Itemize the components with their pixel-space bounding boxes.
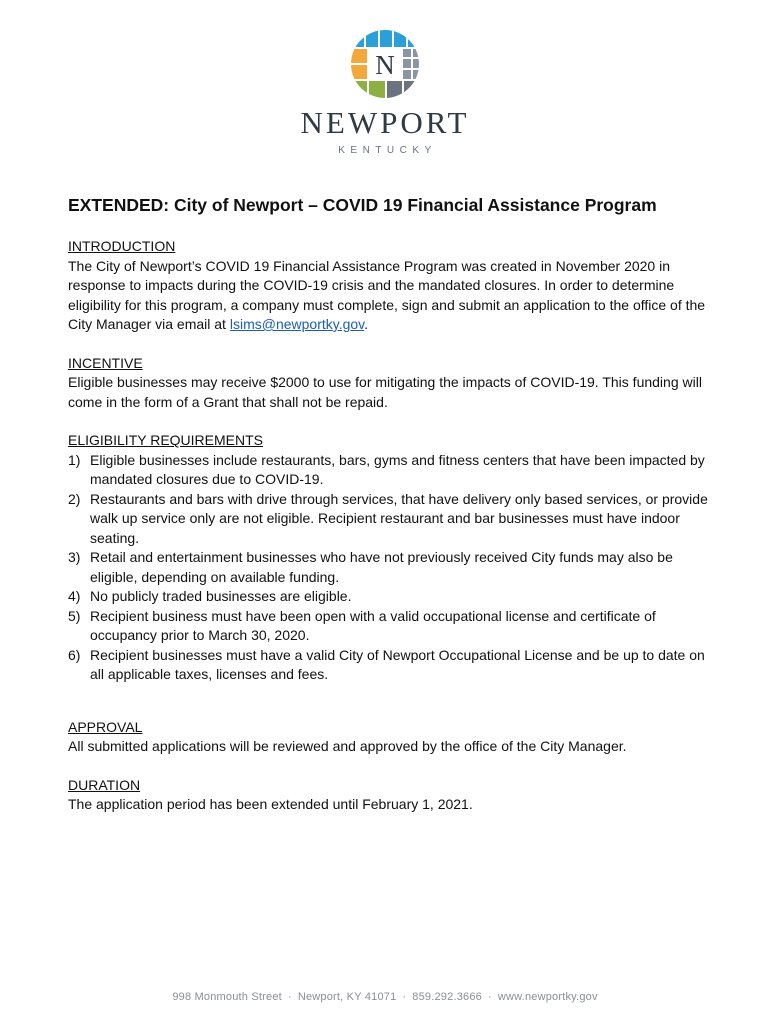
approval-section (68, 718, 708, 757)
incentive-section (68, 354, 708, 413)
logo-name: NEWPORT (300, 105, 470, 140)
introduction-text-main: The City of Newport’s COVID 19 Financial Assistance Program was created in November 2020 in response to impacts during the COVID-19 crisis and the mandated closures. In order to determine eligibility for this program, a company must complete, sign and submit an application to the office of the City Manager via email at (68, 257, 706, 332)
list-item-text: Eligible businesses include restaurants, bars, gyms and fitness centers that have been impacted by mandated closures due to COVID-19. (90, 451, 705, 487)
page-footer (0, 991, 770, 1003)
list-item-text: Retail and entertainment businesses who have not previously received City funds may also be eligible, depending on available funding. (90, 549, 673, 585)
eligibility-heading: ELIGIBILITY REQUIREMENTS (68, 432, 264, 448)
footer-separator: · (402, 991, 407, 1003)
document-title: EXTENDED: City of Newport – COVID 19 Financial Assistance Program (68, 195, 657, 215)
footer-website[interactable]: www.newportky.gov (497, 991, 598, 1003)
list-item-text: Recipient businesses must have a valid City of Newport Occupational License and be up to date on all applicable taxes, licenses and fees. (90, 646, 705, 682)
list-item-number: 4) (68, 588, 81, 604)
list-item-number: 6) (68, 646, 81, 663)
eligibility-section (68, 431, 708, 685)
list-item (68, 607, 708, 646)
approval-heading: APPROVAL (68, 718, 143, 735)
introduction-heading: INTRODUCTION (68, 238, 176, 254)
list-item-text: No publicly traded businesses are eligible. (90, 588, 352, 604)
list-item (68, 548, 708, 587)
footer-separator: · (487, 991, 492, 1003)
list-item-number: 5) (68, 607, 81, 624)
duration-text: The application period has been extended until February 1, 2021. (68, 796, 473, 812)
list-item (68, 451, 708, 490)
incentive-heading: INCENTIVE (68, 354, 143, 371)
document-body (68, 193, 708, 834)
footer-phone: 859.292.3666 (412, 991, 482, 1003)
email-link[interactable]: lsims@newportky.gov (229, 316, 365, 332)
logo-state: KENTUCKY (338, 145, 437, 156)
newport-logo (0, 28, 770, 156)
introduction-section (68, 237, 708, 335)
newport-emblem-icon (350, 28, 420, 100)
approval-text: All submitted applications will be reviewed and approved by the office of the City Manager. (68, 738, 627, 754)
incentive-text: Eligible businesses may receive $2000 to use for mitigating the impacts of COVID-19. This funding will come in the form of a Grant that shall not be repaid. (68, 374, 702, 410)
list-item (68, 490, 708, 549)
eligibility-list (68, 451, 708, 685)
logo-letter: N (375, 50, 395, 80)
list-item-number: 3) (68, 549, 81, 565)
list-item-number: 1) (68, 451, 81, 468)
list-item (68, 646, 708, 685)
introduction-text (68, 257, 708, 335)
list-item-number: 2) (68, 490, 81, 507)
footer-address: 998 Monmouth Street (172, 991, 282, 1003)
introduction-text-end: . (364, 316, 369, 332)
list-item-text: Recipient business must have been open with a valid occupational license and certificate of occupancy prior to March 30, 2020. (90, 607, 656, 643)
list-item-text: Restaurants and bars with drive through services, that have delivery only based services, or provide walk up service only are not eligible. Recipient restaurant and bar businesses must have indoor seating. (90, 490, 708, 546)
footer-city: Newport, KY 41071 (297, 991, 397, 1003)
duration-heading: DURATION (68, 776, 141, 793)
footer-separator: · (287, 991, 292, 1003)
list-item (68, 587, 708, 607)
duration-section (68, 776, 708, 815)
